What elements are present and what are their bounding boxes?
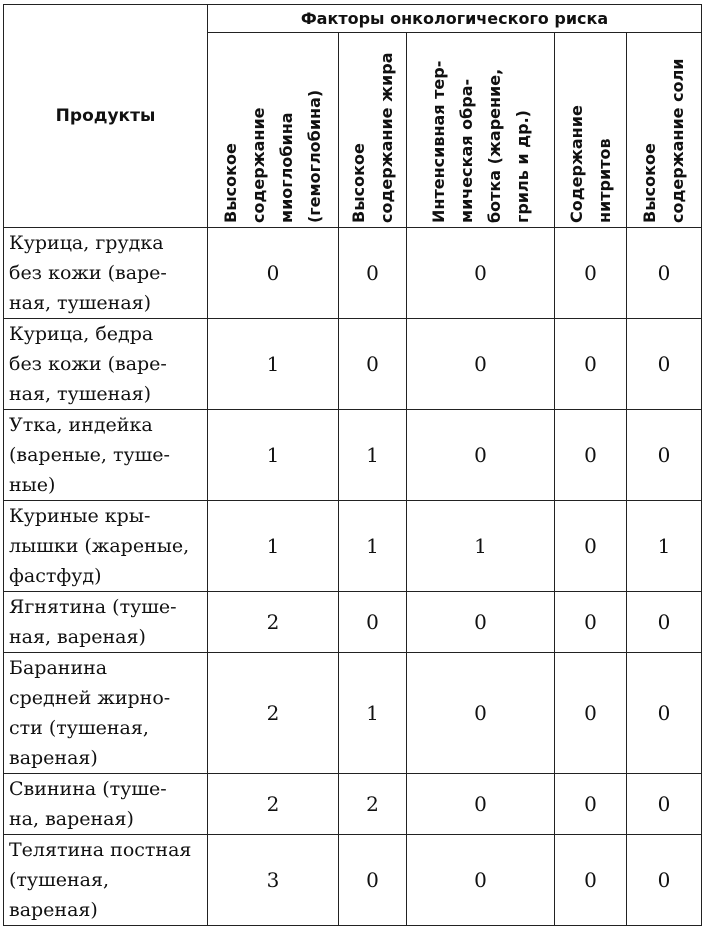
- risk-value: 0: [627, 835, 702, 926]
- risk-value: 0: [627, 774, 702, 835]
- risk-value: 0: [339, 228, 407, 319]
- risk-value: 0: [555, 410, 627, 501]
- risk-value: 1: [208, 410, 339, 501]
- table-row: [4, 774, 702, 835]
- risk-value: 0: [555, 319, 627, 410]
- risk-value: 2: [208, 653, 339, 774]
- risk-value: 0: [407, 410, 555, 501]
- risk-value: 1: [339, 501, 407, 592]
- risk-value: 1: [627, 501, 702, 592]
- table-row: [4, 835, 702, 926]
- table-row: [4, 319, 702, 410]
- risk-value: 1: [339, 653, 407, 774]
- table-row: [4, 410, 702, 501]
- table-row: [4, 592, 702, 653]
- factor-header-fat: Высокое содержание жира: [339, 33, 407, 228]
- factor-header-heat-treatment: Интенсивная тер- мическая обра- ботка (жарение, гриль и др.): [407, 33, 555, 228]
- risk-factors-group-header: Факторы онкологического риска: [208, 5, 702, 33]
- product-name: Свинина (туше- на, вареная): [4, 774, 208, 835]
- factor-header-myoglobin: Высокое содержание миоглобина (гемоглобина): [208, 33, 339, 228]
- table-row: [4, 653, 702, 774]
- risk-value: 0: [555, 774, 627, 835]
- risk-value: 0: [555, 592, 627, 653]
- risk-value: 1: [208, 501, 339, 592]
- product-name: Курица, бедра без кожи (варе- ная, тушеная): [4, 319, 208, 410]
- risk-value: 0: [339, 592, 407, 653]
- products-header: Продукты: [4, 5, 208, 228]
- table-row: [4, 228, 702, 319]
- risk-value: 0: [407, 835, 555, 926]
- risk-value: 2: [208, 592, 339, 653]
- table-row: [4, 501, 702, 592]
- risk-value: 0: [555, 501, 627, 592]
- risk-value: 0: [627, 410, 702, 501]
- factor-header-nitrites: Содержание нитритов: [555, 33, 627, 228]
- product-name: Утка, индейка (вареные, туше- ные): [4, 410, 208, 501]
- risk-value: 0: [627, 228, 702, 319]
- risk-value: 2: [208, 774, 339, 835]
- risk-value: 0: [555, 228, 627, 319]
- product-name: Куриные кры- лышки (жареные, фастфуд): [4, 501, 208, 592]
- risk-value: 0: [339, 835, 407, 926]
- product-name: Баранина средней жирно- сти (тушеная, вареная): [4, 653, 208, 774]
- risk-value: 3: [208, 835, 339, 926]
- risk-factors-table: [3, 4, 702, 926]
- risk-value: 0: [407, 774, 555, 835]
- risk-value: 0: [627, 592, 702, 653]
- risk-value: 0: [555, 653, 627, 774]
- risk-value: 0: [339, 319, 407, 410]
- risk-value: 0: [627, 653, 702, 774]
- risk-value: 0: [407, 228, 555, 319]
- product-name: Курица, грудка без кожи (варе- ная, тушеная): [4, 228, 208, 319]
- risk-value: 0: [208, 228, 339, 319]
- risk-value: 0: [407, 319, 555, 410]
- risk-value: 2: [339, 774, 407, 835]
- risk-value: 0: [555, 835, 627, 926]
- risk-value: 1: [407, 501, 555, 592]
- risk-value: 0: [407, 592, 555, 653]
- product-name: Телятина постная (тушеная, вареная): [4, 835, 208, 926]
- risk-value: 1: [208, 319, 339, 410]
- factor-header-salt: Высокое содержание соли: [627, 33, 702, 228]
- risk-value: 1: [339, 410, 407, 501]
- product-name: Ягнятина (туше- ная, вареная): [4, 592, 208, 653]
- risk-value: 0: [407, 653, 555, 774]
- risk-value: 0: [627, 319, 702, 410]
